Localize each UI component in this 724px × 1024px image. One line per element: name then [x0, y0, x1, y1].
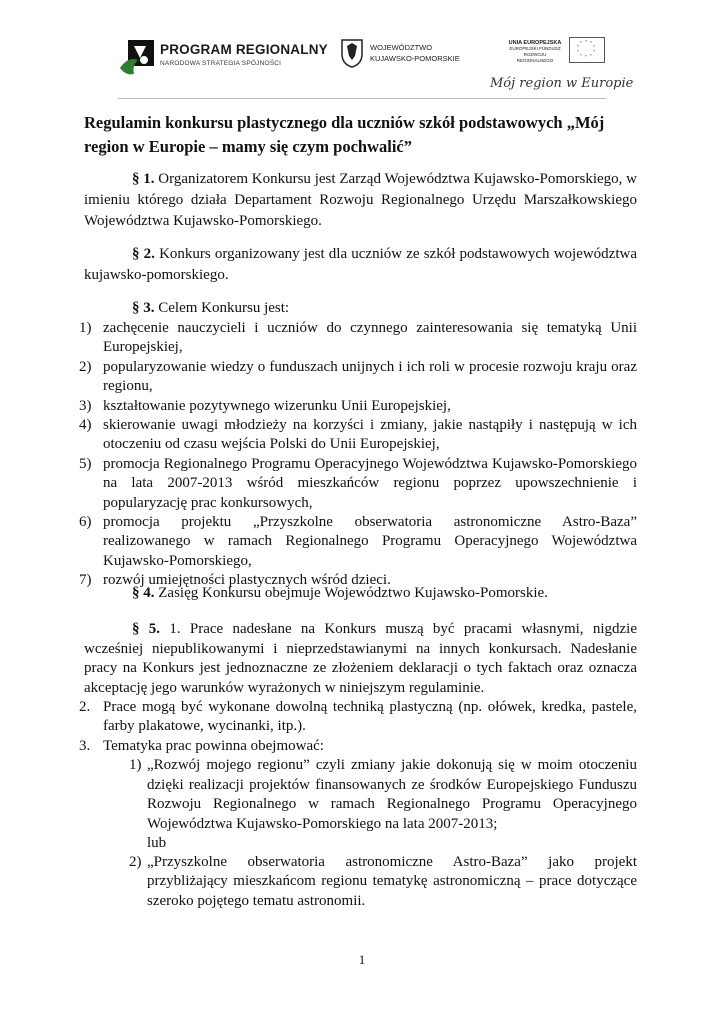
svg-text:*: * [593, 44, 595, 49]
region-line-2: KUJAWSKO-POMORSKIE [370, 54, 460, 63]
or-connector: lub [147, 835, 167, 851]
section-5-list [79, 698, 637, 756]
program-regionalny-emblem-icon [118, 38, 156, 78]
list-item: 2) popularyzowanie wiedzy o funduszach unijnych i ich roli w procesie rozwoju kraju oraz regionu, [79, 358, 637, 395]
section-1-text: Organizatorem Konkursu jest Zarząd Województwa Kujawsko-Pomorskiego, w imieniu którego działa Departament Rozwoju Regionalnego Urzędu Marszałkowskiego Województwa Kujawsko-Pomorskiego. [84, 171, 638, 229]
svg-text:*: * [590, 53, 592, 58]
list-item: 4) skierowanie uwagi młodzieży na korzyści i zmiany, jakie nastąpiły i następują w ich otoczeniu od czasu wejścia Polski do Unii Europejskiej, [79, 417, 637, 453]
section-5-text: 1. Prace nadesłane na Konkurs muszą być pracami własnymi, nigdzie wcześniej niepublikowanymi i nieprzedstawianymi na innych konkursach. Nadesłanie pracy na Konkurs jest jednoznaczne ze złożeniem deklaracji o tych faktach oraz oznacza akceptację jego warunków wyrażonych w niniejszym regulaminie. [84, 621, 638, 696]
svg-text:*: * [585, 54, 587, 59]
program-subtitle: NARODOWA STRATEGIA SPÓJNOŚCI [160, 60, 282, 67]
document-title: Regulamin konkursu plastycznego dla uczniów szkół podstawowych „Mój region w Europie – mamy się czym pochwalić” [84, 113, 605, 156]
svg-text:*: * [585, 39, 587, 44]
section-4-label: § 4. [132, 585, 155, 601]
eu-logo [505, 37, 605, 67]
section-5-sublist [129, 756, 637, 911]
section-2-label: § 2. [132, 246, 155, 262]
section-2 [84, 244, 637, 286]
region-line-1: WOJEWÓDZTWO [370, 43, 433, 52]
section-2-text: Konkurs organizowany jest dla uczniów ze szkół podstawowych województwa kujawsko-pomorskiego. [84, 246, 638, 283]
eu-line-2: EUROPEJSKI FUNDUSZ [509, 46, 561, 51]
eu-line-1: UNIA EUROPEJSKA [508, 40, 562, 46]
section-1-label: § 1. [132, 171, 155, 187]
section-1 [84, 169, 637, 232]
list-item: 3. Tematyka prac powinna obejmować: [79, 737, 324, 754]
svg-text:*: * [580, 40, 582, 45]
program-regionalny-logo [118, 38, 328, 78]
section-5-label: § 5. [132, 621, 161, 637]
page-number: 1 [358, 952, 366, 967]
section-4 [84, 583, 637, 604]
coat-of-arms-icon [340, 38, 364, 68]
section-3-label: § 3. [132, 300, 155, 316]
svg-text:*: * [593, 49, 595, 54]
list-item: 6) promocja projektu „Przyszkolne obserwatoria astronomiczne Astro-Baza” realizowanego w ramach Regionalnego Programu Operacyjnego Województwa Kujawsko-Pomorskiego, [79, 514, 637, 569]
program-title: PROGRAM REGIONALNY [160, 42, 328, 57]
slogan: Mój region w Europie [490, 76, 634, 91]
section-3-list [79, 319, 637, 591]
section-3 [84, 298, 637, 319]
section-3-text: Celem Konkursu jest: [154, 300, 290, 316]
list-item: 2) „Przyszkolne obserwatoria astronomiczne Astro-Baza” jako projekt przybliżający mieszkańcom regionu tematykę astronomiczną – prace dotyczące szeroko pojętego tematu astronomii. [129, 853, 637, 909]
section-5 [84, 620, 637, 698]
eu-text [505, 40, 565, 64]
list-item: 1) zachęcenie nauczycieli i uczniów do czynnego zainteresowania się tematyką Unii Europejskiej, [79, 320, 637, 356]
header-divider [118, 98, 606, 99]
svg-text:*: * [590, 40, 592, 45]
region-logo [340, 38, 470, 74]
list-item: 3) kształtowanie pozytywnego wizerunku Unii Europejskiej, [79, 397, 451, 414]
list-item: 7) rozwój umiejętności plastycznych wśród dzieci. [79, 572, 391, 589]
list-item: 2. Prace mogą być wykonane dowolną techniką plastyczną (np. ołówek, kredka, pastele, farby plakatowe, wycinanki, itp.). [79, 699, 637, 735]
svg-text:*: * [580, 53, 582, 58]
svg-text:*: * [577, 44, 579, 49]
eu-flag-icon [569, 37, 605, 63]
list-item: 5) promocja Regionalnego Programu Operacyjnego Województwa Kujawsko-Pomorskiego na lata 2007-2013 wśród mieszkańców regionu poprzez upowszechnienie i popularyzację prac konkursowych, [79, 455, 637, 511]
region-name [370, 42, 460, 64]
svg-text:*: * [577, 49, 579, 54]
list-item: 1) „Rozwój mojego regionu” czyli zmiany jakie dokonują się w moim otoczeniu dzięki realizacji projektów finansowanych ze środków Europejskiego Funduszu Rozwoju Regionalnego w ramach Regionalnego Programu Operacyjnego Województwa Kujawsko-Pomorskiego na lata 2007-2013; [129, 757, 637, 832]
eu-line-3: ROZWOJU REGIONALNEGO [516, 52, 554, 63]
section-4-text: Zasięg Konkursu obejmuje Województwo Kujawsko-Pomorskie. [154, 585, 548, 601]
